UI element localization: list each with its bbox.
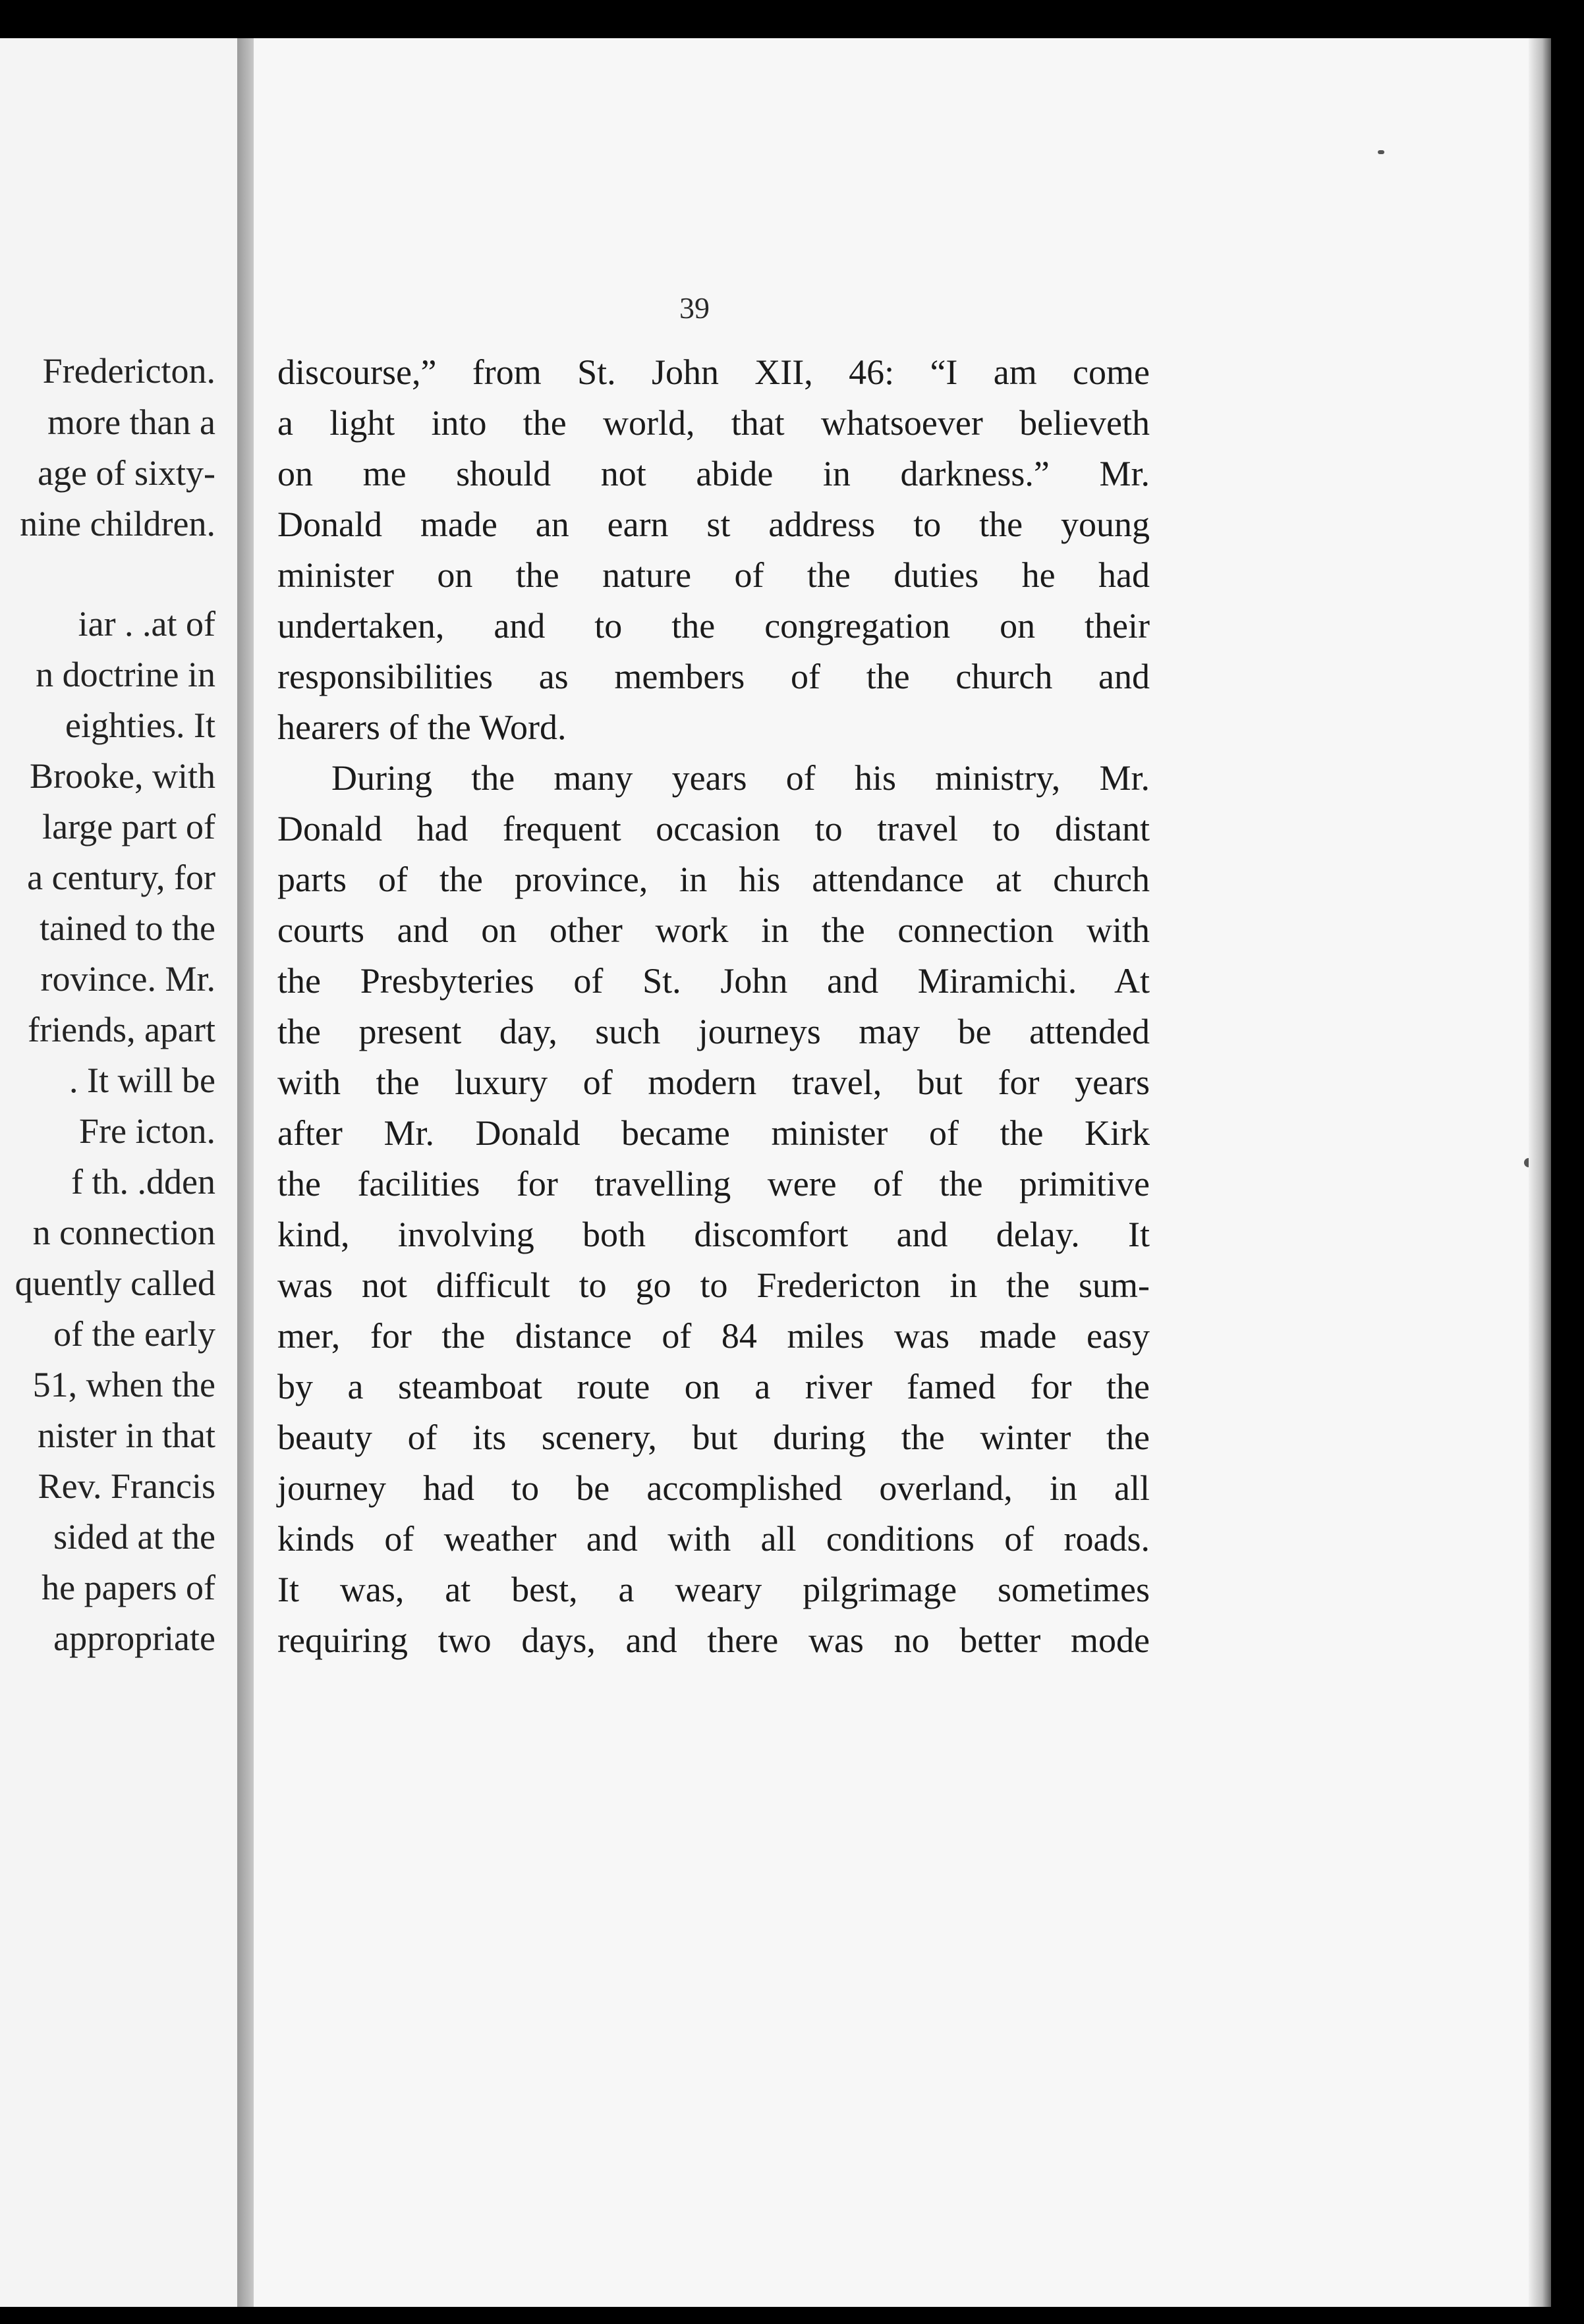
- left-line: large part of: [42, 807, 215, 846]
- left-line: 51, when the: [32, 1365, 215, 1404]
- body-line: mer, for the distance of 84 miles was made easy: [277, 1316, 1150, 1356]
- body-line: kind, involving both discomfort and delay. It: [277, 1215, 1150, 1254]
- left-line: Rev. Francis: [38, 1466, 215, 1506]
- body-line: with the luxury of modern travel, but for years: [277, 1063, 1150, 1102]
- body-line: by a steamboat route on a river famed for the: [277, 1367, 1150, 1406]
- left-line: appropriate: [53, 1618, 215, 1658]
- body-line: the present day, such journeys may be attended: [277, 1012, 1150, 1051]
- body-line: the facilities for travelling were of the primitive: [277, 1164, 1150, 1204]
- left-line: Fredericton.: [42, 351, 215, 391]
- left-line: . It will be: [69, 1061, 215, 1100]
- left-line: Brooke, with: [30, 756, 215, 796]
- left-line: of the early: [53, 1314, 215, 1354]
- body-line: on me should not abide in darkness.” Mr.: [277, 454, 1150, 493]
- page-edge-shadow: [1529, 38, 1551, 2307]
- left-page: [0, 38, 254, 2307]
- body-line: the Presbyteries of St. John and Miramichi. At: [277, 961, 1150, 1001]
- left-line: friends, apart: [28, 1010, 215, 1049]
- body-line: was not difficult to go to Fredericton in the sum-: [277, 1265, 1150, 1305]
- body-line: requiring two days, and there was no better mode: [277, 1620, 1150, 1660]
- body-line: discourse,” from St. John XII, 46: “I am come: [277, 352, 1150, 392]
- left-line: rovince. Mr.: [40, 959, 215, 999]
- body-line: Donald had frequent occasion to travel to distant: [277, 809, 1150, 848]
- body-line: kinds of weather and with all conditions of roads.: [277, 1519, 1150, 1559]
- body-line: Donald made an earn st address to the young: [277, 505, 1150, 544]
- body-line: beauty of its scenery, but during the winter the: [277, 1418, 1150, 1457]
- left-line: more than a: [47, 402, 215, 442]
- left-line: iar . .at of: [78, 604, 215, 644]
- body-line: a light into the world, that whatsoever believeth: [277, 403, 1150, 443]
- left-line: quently called: [14, 1263, 215, 1303]
- body-line: courts and on other work in the connection with: [277, 910, 1150, 950]
- body-line: During the many years of his ministry, Mr.: [331, 758, 1150, 798]
- left-line: n doctrine in: [36, 655, 215, 694]
- scan-speck: [1378, 150, 1384, 154]
- left-line: a century, for: [27, 858, 215, 897]
- page-number: 39: [679, 291, 710, 325]
- body-line: It was, at best, a weary pilgrimage sometimes: [277, 1570, 1150, 1609]
- body-line: hearers of the Word.: [277, 707, 567, 747]
- body-line: minister on the nature of the duties he had: [277, 555, 1150, 595]
- body-line: undertaken, and to the congregation on their: [277, 606, 1150, 646]
- body-line: after Mr. Donald became minister of the Kirk: [277, 1113, 1150, 1153]
- left-line: nister in that: [38, 1416, 215, 1455]
- left-line: nine children.: [20, 504, 215, 543]
- left-line: he papers of: [42, 1568, 215, 1607]
- left-line: age of sixty-: [38, 453, 215, 493]
- body-line: responsibilities as members of the church and: [277, 657, 1150, 696]
- left-line: n connection: [32, 1213, 215, 1252]
- left-line: eighties. It: [65, 706, 215, 745]
- body-line: parts of the province, in his attendance at church: [277, 860, 1150, 899]
- left-line: f th. .dden: [71, 1162, 215, 1202]
- left-line: sided at the: [53, 1517, 215, 1557]
- right-page: [254, 38, 1550, 2307]
- body-line: journey had to be accomplished overland, in all: [277, 1468, 1150, 1508]
- left-line: Fre icton.: [79, 1111, 215, 1151]
- left-line: tained to the: [40, 908, 215, 948]
